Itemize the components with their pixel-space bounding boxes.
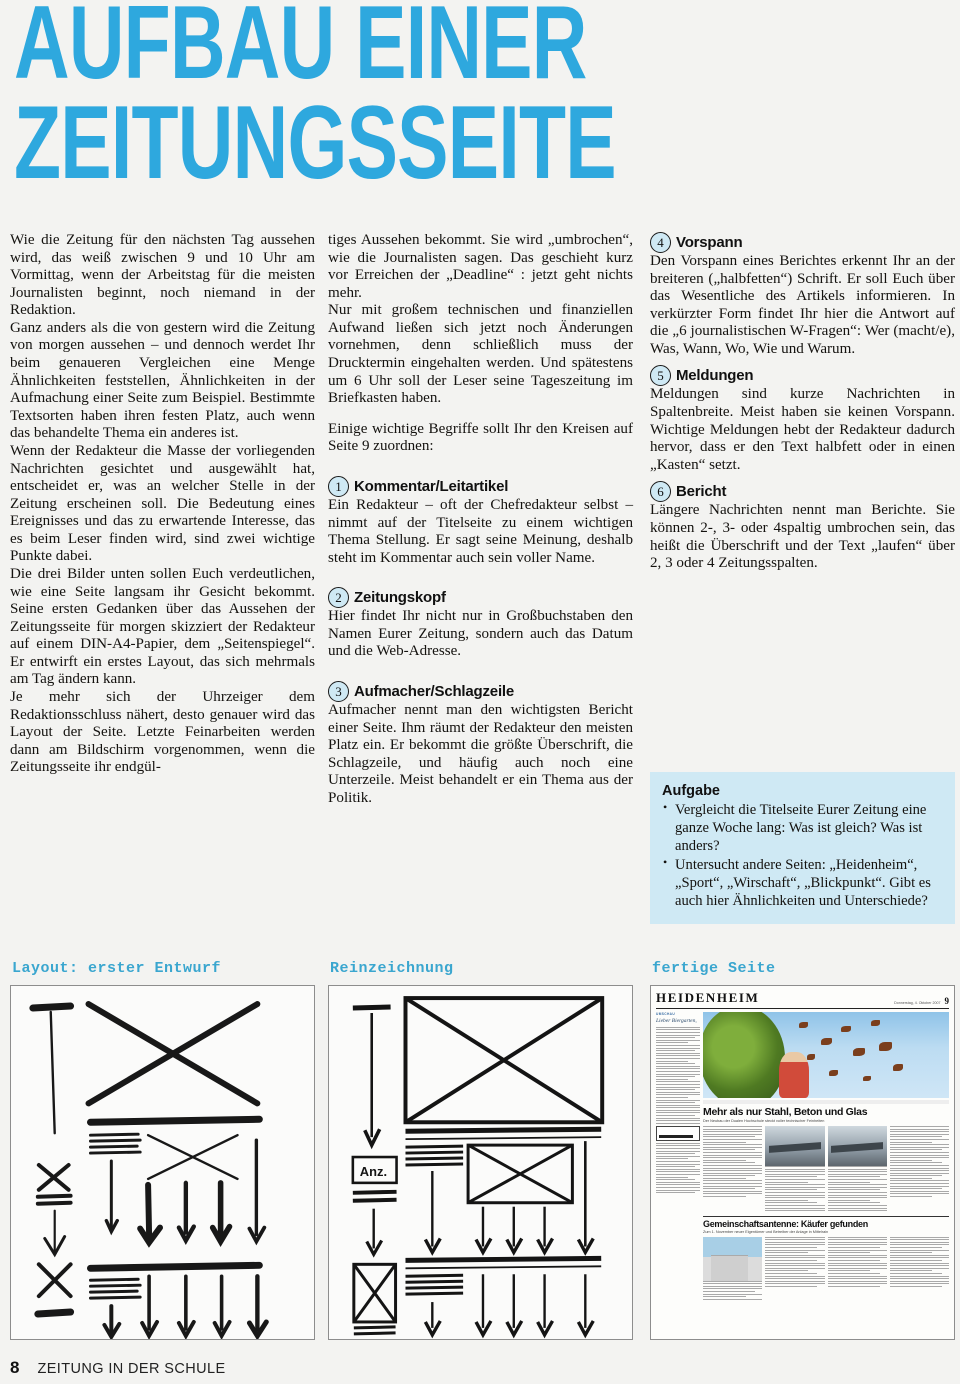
aufgabe-list-item: • Untersucht andere Seiten: „Heidenheim“, „Sport“, „Wirschaft“, „Blickpunkt“. Gibt es auch hier Ähnlichkeiten und Unterschiede? — [662, 856, 943, 910]
glossary-entry-6 — [650, 481, 955, 572]
text-column-2 — [328, 232, 633, 807]
photo-leaf-shape — [841, 1026, 851, 1032]
number-badge-icon: 3 — [328, 681, 349, 702]
panel-reinzeichnung — [328, 960, 633, 1340]
photo-leaf-shape — [871, 1020, 880, 1026]
aufgabe-heading: Aufgabe — [662, 783, 720, 799]
newspaper-header — [656, 990, 949, 1009]
photo-leaf-shape — [863, 1076, 871, 1081]
panel-caption: fertige Seite — [652, 960, 776, 977]
entry-title: Meldungen — [676, 367, 754, 385]
newspaper-column — [890, 1126, 949, 1213]
text-lines-placeholder — [828, 1166, 887, 1211]
newspaper-main-column — [703, 1012, 949, 1301]
text-lines-placeholder — [890, 1126, 949, 1197]
text-lines-placeholder — [656, 1027, 700, 1124]
panel-frame — [10, 985, 315, 1340]
number-badge-icon: 6 — [650, 481, 671, 502]
newspaper-subhead-1: Der Neubau der Dualen Hochschule steckt voller technischer Feinheiten — [703, 1119, 825, 1124]
text-lines-placeholder — [656, 1143, 700, 1193]
entry-header — [650, 232, 955, 253]
newspaper-column — [703, 1237, 762, 1302]
spacer — [328, 408, 633, 421]
text-lines-placeholder — [703, 1126, 762, 1197]
paragraph: Ganz anders als die von gestern wird die Zeitung von morgen aussehen – und dennoch werdet Ihr beim genaueren Vergleichen eine Menge Ähnlichkeiten feststellen, Ähnlichkeiten in der Aufmachung einer Seite zum Beispiel. Bestimmte Textsorten haben ihren festen Platz, auch wenn das behandelte Thema ein anderes ist. — [10, 319, 315, 442]
photo-leaf-shape — [807, 1054, 815, 1060]
newspaper-body — [656, 1012, 949, 1301]
newspaper-page-number: 9 — [944, 996, 949, 1006]
newspaper-subhead-2: Zum 1. November neuer Eigentümer und Betreiber der Anlage in Mittelrain — [703, 1229, 829, 1234]
number-badge-icon: 5 — [650, 365, 671, 386]
newspaper-column — [828, 1237, 887, 1302]
entry-body: Meldungen sind kurze Nachrichten in Spaltenbreite. Meist haben sie keinen Vorspann. Wichtige Meldungen hebt der Redakteur dadurch hervor, dass er den Text halbfett oder in einen „Kasten“ setzt. — [650, 386, 955, 473]
photo-leaf-shape — [799, 1022, 808, 1028]
glossary-entry-4 — [650, 232, 955, 358]
page-title-line-2: ZEITUNGSSEITE — [14, 84, 616, 201]
newspaper-headline-2: Gemeinschaftsantenne: Käufer gefunden — [703, 1218, 868, 1229]
photo-leaf-shape — [829, 1070, 838, 1076]
spacer — [328, 456, 633, 469]
newspaper-left-column — [656, 1012, 700, 1301]
paragraph: Je mehr sich der Uhrzeiger dem Redaktionsschluss nähert, desto genauer wird das Layout der Seite. Letzte Feinarbeiten werden dann am Bildschirm vorgenommen, wenn die Zeitungsseite ihr endgül- — [10, 689, 315, 776]
entry-body: Längere Nachrichten nennt man Berichte. Sie können 2-, 3- oder 4spaltig umbrochen sein, das heißt die Überschrift und der Text „laufen“ über 2, 3 oder 4 Zeitungsspalten. — [650, 502, 955, 572]
paragraph: Die drei Bilder unten sollen Euch verdeutlichen, wie eine Seite langsam ihr Gesicht bekommt. Seine ersten Gedanken über das Aussehen der Zeitungsseite für morgen skizziert der Redakteur auf einem DIN-A4-Papier, dem „Seitenspiegel“. Er entwirft ein erstes Layout, das sich mehrmals am Tag ändern kann. — [10, 565, 315, 688]
newspaper-column — [828, 1126, 887, 1213]
newspaper-photo-construction — [828, 1126, 887, 1166]
page-title-line-1: AUFBAU EINER — [14, 0, 587, 101]
newspaper-photo-antenna — [703, 1237, 762, 1281]
entry-header — [328, 587, 633, 608]
newspaper-photo-credit — [703, 1100, 949, 1104]
text-lines-placeholder — [890, 1237, 949, 1287]
newspaper-divider — [703, 1216, 949, 1217]
number-badge-icon: 4 — [650, 232, 671, 253]
glossary-entry-2 — [328, 587, 633, 661]
newspaper-article-columns — [703, 1237, 949, 1302]
text-lines-placeholder — [828, 1237, 887, 1287]
panel-caption: Reinzeichnung — [330, 960, 454, 977]
newspaper-dateline: Donnerstag, 4. Oktober 2007 — [894, 1001, 941, 1005]
rough-sketch-drawing — [11, 986, 314, 1339]
entry-header — [650, 481, 955, 502]
newspaper-headline-1: Mehr als nur Stahl, Beton und Glas — [703, 1106, 868, 1118]
photo-leaf-shape — [879, 1042, 892, 1051]
paragraph: tiges Aussehen bekommt. Sie wird „umbrochen“, wie die Journalisten sagen. Das geschieht kurz vor Erreichen der „Deadline“ : jetzt geht nichts mehr. — [328, 232, 633, 301]
ad-placeholder-label: Anz. — [359, 1163, 388, 1179]
entry-body: Aufmacher nennt man den wichtigsten Bericht einer Seite. Ihm räumt der Redakteur den meisten Platz ein. Er bekommt die größte Überschrift, die Schlagzeile, und häufig auch noch eine Unterzeile. Meist behandelt er ein Thema aus der Politik. — [328, 701, 633, 806]
illustration-panels — [10, 960, 954, 1350]
aufgabe-list — [662, 801, 943, 911]
photo-leaf-shape — [853, 1048, 865, 1056]
text-lines-placeholder — [703, 1281, 762, 1300]
text-lines-placeholder — [765, 1166, 824, 1211]
entry-title: Kommentar/Leitartikel — [354, 477, 509, 495]
newspaper-article-columns — [703, 1126, 949, 1213]
newspaper-column — [765, 1237, 824, 1302]
panel-frame — [328, 985, 633, 1340]
paragraph: Nur mit großem technischen und finanziellen Aufwand ließen sich jetzt noch Änderungen vornehmen, denn schließlich muss der Drucktermin eingehalten werden. Und spätestens um 6 Uhr soll der Leser seine Tageszeitung im Briefkasten haben. — [328, 302, 633, 407]
entry-header — [650, 365, 955, 386]
panel-layout-first-draft — [10, 960, 315, 1340]
footer-page-number: 8 — [10, 1358, 20, 1377]
newspaper-column — [890, 1237, 949, 1302]
spacer — [328, 661, 633, 674]
newspaper-ad-box — [656, 1126, 700, 1141]
newspaper-column — [765, 1126, 824, 1213]
entry-title: Bericht — [676, 483, 727, 501]
page-footer — [0, 1350, 960, 1384]
text-lines-placeholder — [765, 1237, 824, 1287]
newspaper-kicker: UMSCHAU — [656, 1012, 676, 1016]
panel-finished-page — [650, 960, 955, 1340]
glossary-entry-5 — [650, 365, 955, 474]
newspaper-lead-italic: Lieber Biergarten, — [656, 1018, 697, 1024]
text-column-1 — [10, 232, 315, 777]
newspaper-photo-construction — [765, 1126, 824, 1166]
glossary-entry-1 — [328, 476, 633, 567]
spacer — [328, 567, 633, 580]
photo-leaf-shape — [821, 1038, 832, 1045]
aufgabe-box — [650, 772, 955, 924]
number-badge-icon: 1 — [328, 476, 349, 497]
paragraph: Wenn der Redakteur die Masse der vorliegenden Nachrichten gesichtet und ausgewählt hat, entscheidet er, was an welcher Stelle in der Zeitung erscheinen soll. Die Bedeutung eines Ereignisses und das zu erwartende Interesse, das es beim Leser finden wird, sind zwei wichtige Punkte dabei. — [10, 442, 315, 565]
footer-content — [10, 1358, 226, 1378]
entry-title: Vorspann — [676, 233, 743, 251]
panel-frame — [650, 985, 955, 1340]
entry-body: Hier findet Ihr nicht nur in Großbuchstaben den Namen Eurer Zeitung, sondern auch das Datum und die Web-Adresse. — [328, 608, 633, 660]
aufgabe-list-item: • Vergleicht die Titelseite Eurer Zeitung eine ganze Woche lang: Was ist gleich? Was ist anders? — [662, 801, 943, 855]
entry-header — [328, 681, 633, 702]
newspaper-photo-graduation — [703, 1012, 949, 1098]
panel-caption: Layout: erster Entwurf — [12, 960, 222, 977]
entry-header — [328, 476, 633, 497]
newspaper-mini-page — [651, 986, 954, 1339]
paragraph-intro-list: Einige wichtige Begriffe sollt Ihr den Kreisen auf Seite 9 zuordnen: — [328, 420, 633, 455]
photo-leaf-shape — [893, 1064, 903, 1071]
page-title — [14, 0, 714, 201]
paragraph: Wie die Zeitung für den nächsten Tag aussehen wird, das weiß zwischen 9 und 10 Uhr am Vormittag, wenn der Arbeitstag für die meisten Journalisten beginnt, noch niemand in der Redaktion. — [10, 232, 315, 319]
entry-body: Den Vorspann eines Berichtes erkennt Ihr an der breiteren („halbfetten“) Schrift. Er soll Euch über das Wesentliche des Artikels informieren. In verkürzter Form findet Ihr hier die Antwort auf die „6 journalistischen W-Fragen“: Wer (macht/e), Was, Wann, Wo, Wie und Warum. — [650, 253, 955, 357]
clean-wireframe-drawing — [329, 986, 632, 1339]
entry-body: Ein Redakteur – oft der Chefredakteur selbst – nimmt auf der Titelseite zu einem wichtigen Thema Stellung. Er sagt seine Meinung, deshalb steht im Kommentar auch sein voller Name. — [328, 496, 633, 566]
photo-person-shape — [779, 1052, 809, 1098]
entry-title: Aufmacher/Schlagzeile — [354, 682, 515, 700]
newspaper-column — [703, 1126, 762, 1213]
newspaper-masthead: HEIDENHEIM — [656, 990, 760, 1005]
glossary-entry-3 — [328, 681, 633, 807]
photo-tree-shape — [703, 1012, 785, 1098]
footer-title: ZEITUNG IN DER SCHULE — [37, 1361, 226, 1377]
article-columns — [10, 232, 954, 950]
number-badge-icon: 2 — [328, 587, 349, 608]
text-column-3 — [650, 232, 955, 573]
entry-title: Zeitungskopf — [354, 589, 446, 607]
